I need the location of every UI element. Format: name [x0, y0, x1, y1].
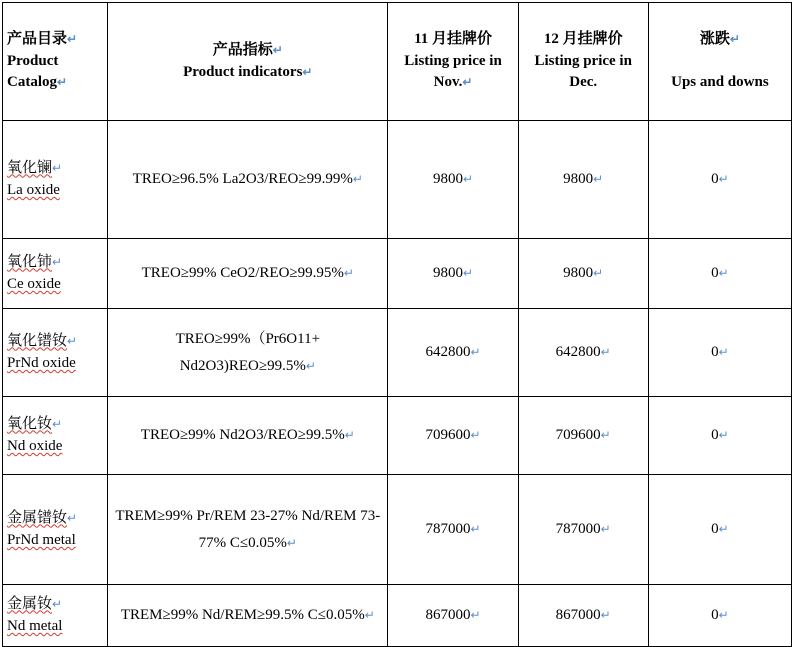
price-nov-value: 9800 [433, 171, 464, 187]
pilcrow-icon: ↵ [718, 608, 729, 622]
cell-catalog [3, 121, 108, 239]
cell-price-nov [388, 397, 518, 475]
cell-indicators [108, 239, 388, 309]
indicators-text: TREO≥99%（Pr6O11+ Nd2O3)REO≥99.5% [175, 331, 321, 374]
indicators-text: TREO≥96.5% La2O3/REO≥99.99% [132, 171, 353, 188]
cell-price-nov [388, 309, 518, 397]
pilcrow-icon: ↵ [718, 522, 729, 536]
indicators-text: TREM≥99% Nd/REM≥99.5% C≤0.05% [120, 607, 365, 624]
catalog-en: La oxide [7, 182, 60, 198]
catalog-cn: 金属镨钕 [7, 509, 68, 526]
pilcrow-icon: ↵ [600, 345, 611, 359]
cell-price-nov [388, 239, 518, 309]
change-value: 0 [711, 607, 719, 623]
pilcrow-icon: ↵ [470, 608, 481, 622]
table-header-row [3, 3, 792, 121]
cell-indicators [108, 309, 388, 397]
header-ups-and-downs [648, 3, 791, 121]
cell-change [648, 585, 791, 647]
table-row [3, 585, 792, 647]
header-price-dec-cn: 12 月挂牌价 [543, 30, 623, 47]
header-price-nov-cn: 11 月挂牌价 [414, 30, 493, 47]
indicators-text: TREM≥99% Pr/REM 23-27% Nd/REM 73-77% C≤0.05% [115, 508, 381, 551]
header-ups-and-downs-cn: 涨跌 [699, 30, 730, 47]
cell-price-dec [518, 121, 648, 239]
pilcrow-icon: ↵ [272, 42, 283, 57]
cell-indicators [108, 585, 388, 647]
price-nov-value: 709600 [425, 427, 471, 443]
pilcrow-icon: ↵ [718, 428, 729, 442]
pilcrow-icon: ↵ [67, 333, 78, 348]
cell-price-dec [518, 475, 648, 585]
price-dec-value: 9800 [563, 265, 594, 281]
indicators-text: TREO≥99% CeO2/REO≥99.95% [141, 265, 344, 282]
catalog-en: Ce oxide [7, 276, 61, 292]
cell-change [648, 239, 791, 309]
header-ups-and-downs-en: Ups and downs [671, 74, 769, 91]
catalog-cn: 氧化钕 [7, 415, 53, 432]
pilcrow-icon: ↵ [52, 254, 63, 269]
pilcrow-icon: ↵ [305, 358, 316, 373]
pilcrow-icon: ↵ [470, 428, 481, 442]
catalog-cn: 金属钕 [7, 595, 53, 612]
price-dec-value: 9800 [563, 171, 594, 187]
catalog-en: Nd metal [7, 618, 63, 634]
table-row [3, 239, 792, 309]
pilcrow-icon: ↵ [718, 345, 729, 359]
cell-indicators [108, 475, 388, 585]
header-product-indicators [108, 3, 388, 121]
cell-price-nov [388, 585, 518, 647]
cell-price-nov [388, 475, 518, 585]
pilcrow-icon: ↵ [470, 522, 481, 536]
price-nov-value: 9800 [433, 265, 464, 281]
pilcrow-icon: ↵ [600, 608, 611, 622]
pilcrow-icon: ↵ [718, 172, 729, 186]
pilcrow-icon: ↵ [470, 345, 481, 359]
cell-price-dec [518, 397, 648, 475]
change-value: 0 [711, 521, 719, 537]
pilcrow-icon: ↵ [57, 75, 68, 90]
pilcrow-icon: ↵ [593, 266, 604, 280]
pilcrow-icon: ↵ [463, 266, 474, 280]
cell-change [648, 475, 791, 585]
catalog-cn: 氧化镧 [7, 159, 53, 176]
pilcrow-icon: ↵ [67, 31, 78, 46]
catalog-cn: 氧化镨钕 [7, 332, 68, 349]
cell-indicators [108, 397, 388, 475]
header-product-catalog-cn: 产品目录 [7, 30, 68, 47]
change-value: 0 [711, 265, 719, 281]
pilcrow-icon: ↵ [302, 64, 313, 79]
pilcrow-icon: ↵ [52, 416, 63, 431]
table-row [3, 309, 792, 397]
pilcrow-icon: ↵ [463, 172, 474, 186]
catalog-en: Nd oxide [7, 438, 63, 454]
change-value: 0 [711, 427, 719, 443]
price-dec-value: 642800 [555, 344, 601, 360]
pilcrow-icon: ↵ [52, 160, 63, 175]
header-product-indicators-en: Product indicators [183, 63, 303, 80]
cell-catalog [3, 585, 108, 647]
header-price-dec-en: Listing price in Dec. [534, 52, 632, 91]
cell-price-dec [518, 585, 648, 647]
price-dec-value: 787000 [555, 521, 601, 537]
header-product-catalog-en: Product Catalog [7, 52, 59, 91]
cell-price-dec [518, 239, 648, 309]
cell-change [648, 397, 791, 475]
price-dec-value: 709600 [555, 427, 601, 443]
pilcrow-icon: ↵ [729, 31, 740, 46]
table-row [3, 397, 792, 475]
price-nov-value: 787000 [425, 521, 471, 537]
header-product-catalog [3, 3, 108, 121]
cell-price-nov [388, 121, 518, 239]
pilcrow-icon: ↵ [718, 266, 729, 280]
cell-indicators [108, 121, 388, 239]
cell-change [648, 309, 791, 397]
pilcrow-icon: ↵ [352, 172, 363, 187]
price-nov-value: 642800 [425, 344, 471, 360]
pilcrow-icon: ↵ [286, 535, 297, 550]
cell-catalog [3, 309, 108, 397]
cell-price-dec [518, 309, 648, 397]
catalog-cn: 氧化铈 [7, 253, 53, 270]
pilcrow-icon: ↵ [600, 428, 611, 442]
header-price-dec [518, 3, 648, 121]
pilcrow-icon: ↵ [364, 608, 375, 623]
change-value: 0 [711, 344, 719, 360]
cell-catalog [3, 239, 108, 309]
cell-catalog [3, 397, 108, 475]
catalog-en: PrNd metal [7, 532, 76, 548]
cell-catalog [3, 475, 108, 585]
indicators-text: TREO≥99% Nd2O3/REO≥99.5% [140, 427, 345, 444]
cell-change [648, 121, 791, 239]
pilcrow-icon: ↵ [52, 596, 63, 611]
change-value: 0 [711, 171, 719, 187]
pilcrow-icon: ↵ [600, 522, 611, 536]
document-page [0, 2, 794, 634]
rare-earth-price-table [2, 2, 792, 647]
pilcrow-icon: ↵ [593, 172, 604, 186]
catalog-en: PrNd oxide [7, 355, 76, 371]
pilcrow-icon: ↵ [462, 75, 473, 90]
header-price-nov [388, 3, 518, 121]
header-price-nov-en: Listing price in Nov. [404, 52, 502, 91]
price-nov-value: 867000 [425, 607, 471, 623]
table-row [3, 121, 792, 239]
pilcrow-icon: ↵ [344, 428, 355, 443]
table-row [3, 475, 792, 585]
header-product-indicators-cn: 产品指标 [212, 41, 273, 58]
pilcrow-icon: ↵ [343, 266, 354, 281]
pilcrow-icon: ↵ [67, 510, 78, 525]
price-dec-value: 867000 [555, 607, 601, 623]
